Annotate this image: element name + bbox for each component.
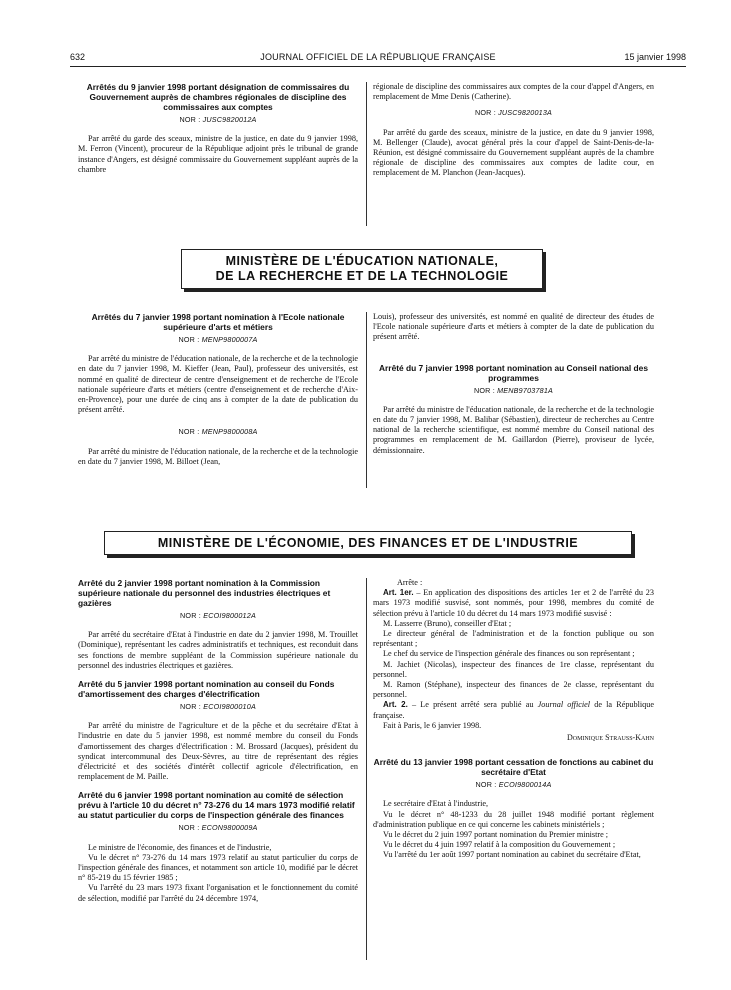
article-title: Arrêté du 7 janvier 1998 portant nomination au Conseil national des programmes (379, 362, 648, 383)
article-paragraph: régionale de discipline des commissaires aux comptes de la cour d'appel d'Angers, en remplacement de Mme Denis (Catherine). (373, 82, 654, 102)
arrete-label: Arrête : (397, 578, 423, 587)
article-paragraph: Vu le décret n° 48-1233 du 28 juillet 1948 modifié portant règlement d'administration publique en ce qui concerne les cabinets ministériels ; (373, 809, 654, 829)
nor-reference: NOR : ECOI9800014A (475, 780, 552, 790)
article-title: Arrêtés du 9 janvier 1998 portant désignation de commissaires du Gouvernement auprès de chambres régionales de discipline des commissaires aux comptes (86, 82, 350, 112)
section1-right-column (373, 82, 654, 179)
article-paragraph: Par arrêté du ministre de l'éducation nationale, de la recherche et de la technologie en date du 7 janvier 1998, M. Balibar (Sébastien), directeur de recherches au Centre national de la recherche scientifique, est nommé membre du Conseil national des programmes en remplacement de M. Gaillardon (Pierre), proviseur de lycée, démissionnaire. (373, 404, 654, 455)
article-paragraph: Vu le décret n° 73-276 du 14 mars 1973 relatif au statut particulier du corps de l'inspection générale des finances, et notamment son article 10, modifié par le décret n° 85-219 du 15 février 1985 ; (78, 852, 358, 883)
journal-title: JOURNAL OFFICIEL DE LA RÉPUBLIQUE FRANÇAISE (260, 52, 496, 62)
nor-reference: NOR : MENP9800008A (178, 427, 258, 437)
article-title: Arrêté du 5 janvier 1998 portant nomination au conseil du Fonds d'amortissement des charges d'électrification (78, 679, 335, 700)
article-paragraph: Vu l'arrêté du 1er août 1997 portant nomination au cabinet du secrétaire d'Etat, (383, 850, 641, 860)
article-paragraph: Le secrétaire d'Etat à l'industrie, (383, 799, 489, 809)
box-shadow (107, 555, 635, 558)
member-item: Le directeur général de l'administration et de la fonction publique ou son représentant ; (373, 629, 654, 649)
nor-reference: NOR : JUSC9820013A (474, 108, 553, 118)
article-paragraph: Par arrêté du ministre de l'éducation nationale, de la recherche et de la technologie en date du 7 janvier 1998, M. Kieffer (Jean, Paul), professeur des universités, est nommé en qualité de directeur de centre d'enseignement et de recherche de l'Ecole nationale supérieure d'arts et métiers (centre d'enseignement et de recherche d'Aix-en-Provence), pour une durée de cinq ans à compter de la date de publication du présent arrêté. (78, 354, 358, 415)
box-shadow (543, 252, 546, 292)
section2-right-column (373, 312, 654, 456)
section2-left-column (78, 312, 358, 467)
article-2: Art. 2. – Le présent arrêté sera publié au Journal officiel de la République française. (373, 700, 654, 720)
page-header (70, 52, 686, 66)
nor-reference: NOR : ECOI9800012A (180, 611, 256, 620)
column-divider (366, 82, 367, 226)
nor-reference: NOR : MENB9703781A (473, 385, 554, 395)
member-item: M. Lasserre (Bruno), conseiller d'Etat ; (383, 618, 512, 628)
member-item: M. Jachiet (Nicolas), inspecteur des finances de 1re classe, représentant du personnel. (373, 659, 654, 679)
ministry-heading-economy: MINISTÈRE DE L'ÉCONOMIE, DES FINANCES ET DE L'INDUSTRIE (104, 531, 632, 555)
article-paragraph: Par arrêté du ministre de l'éducation nationale, de la recherche et de la technologie en date du 7 janvier 1998, M. Billoet (Jean, (78, 446, 358, 466)
fait-a-paris: Fait à Paris, le 6 janvier 1998. (383, 720, 482, 730)
header-rule (70, 66, 686, 67)
section3-right-column (373, 578, 654, 861)
column-divider (366, 312, 367, 488)
article-paragraph: Vu le décret du 2 juin 1997 portant nomination du Premier ministre ; (383, 830, 609, 840)
signature: Dominique Strauss-Kahn (566, 733, 654, 743)
article-paragraph: Par arrêté du garde des sceaux, ministre de la justice, en date du 9 janvier 1998, M. Ferron (Vincent), procureur de la République adjoint près le tribunal de grande instance d'Angers, est désigné commissaire du Gouvernement suppléant auprès de la chambre (78, 134, 358, 174)
article-paragraph: Par arrêté du ministre de l'agriculture et de la pêche et du secrétaire d'Etat à l'industrie en date du 5 janvier 1998, est nommé membre du conseil du Fonds d'amortissement des charges d'électrification : M. Brossard (Jacques), président du syndicat intercommunal des Deux-Sèvres, au titre de représentant des régies d'électricité et des sociétés d'intérêt collectif agricole d'électrification, en remplacement de M. Paille. (78, 721, 358, 782)
nor-reference: NOR : ECON9800009A (178, 823, 258, 833)
article-title: Arrêté du 6 janvier 1998 portant nomination au comité de sélection prévu à l'article 10 du décret n° 73-276 du 14 mars 1973 modifié relatif au statut particulier du corps de l'inspection générale des finances (78, 790, 355, 821)
article-paragraph: Vu le décret du 4 juin 1997 relatif à la composition du Gouvernement ; (383, 840, 616, 850)
page-number: 632 (70, 52, 86, 62)
member-item: Le chef du service de l'inspection générale des finances ou son représentant ; (383, 649, 635, 659)
article-paragraph: Louis), professeur des universités, est nommé en qualité de directeur des études de l'Ecole nationale supérieure d'arts et métiers à compter de la date de publication du présent arrêté. (373, 312, 654, 342)
member-item: M. Ramon (Stéphane), inspecteur des finances de 2e classe, représentant du personnel. (373, 680, 654, 700)
nor-reference: NOR : MENP9800007A (178, 335, 258, 344)
nor-reference: NOR : JUSC9820012A (179, 115, 257, 124)
section3-left-column (78, 578, 358, 904)
article-1: Art. 1er. – En application des dispositions des articles 1er et 2 de l'arrêté du 23 mars 1973 modifié susvisé, sont nommés, pour 1998, membres du comité de sélection prévu à l'article 10 du décret du 14 mars 1973 modifié susvisé : (373, 588, 654, 618)
article-paragraph: Vu l'arrêté du 23 mars 1973 fixant l'organisation et le fonctionnement du comité de sélection, modifié par l'arrêté du 24 décembre 1974, (78, 883, 358, 903)
article-paragraph: Par arrêté du garde des sceaux, ministre de la justice, en date du 9 janvier 1998, M. Bellenger (Claude), avocat général près la cour d'appel de Saint-Denis-de-la-Réunion, est désigné commissaire du Gouvernement suppléant auprès de la chambre régionale de discipline des commissaires aux comptes de ladite cour, en remplacement de M. Planchon (Jean-Jacques). (373, 127, 654, 178)
ministry-heading-education: MINISTÈRE DE L'ÉDUCATION NATIONALE, DE LA RECHERCHE ET DE LA TECHNOLOGIE (181, 249, 543, 289)
column-divider (366, 578, 367, 960)
article-title: Arrêtés du 7 janvier 1998 portant nomination à l'Ecole nationale supérieure d'arts et métiers (91, 312, 345, 332)
box-shadow (184, 289, 546, 292)
article-title: Arrêté du 13 janvier 1998 portant cessation de fonctions au cabinet du secrétaire d'Etat (373, 757, 654, 778)
article-paragraph: Par arrêté du secrétaire d'Etat à l'industrie en date du 2 janvier 1998, M. Trouillet (Dominique), représentant les cadres administratifs et techniques, est reconduit dans ses fonctions de membre suppléant de la Commission supérieure nationale du personnel des industries électriques et gazières. (78, 630, 358, 670)
article-title: Arrêté du 2 janvier 1998 portant nomination à la Commission supérieure nationale du personnel des industries électriques et gazières (78, 578, 331, 608)
article-paragraph: Le ministre de l'économie, des finances et de l'industrie, (88, 842, 272, 852)
section1-left-column (78, 82, 358, 175)
nor-reference: NOR : ECOI9800010A (180, 702, 256, 712)
issue-date: 15 janvier 1998 (624, 52, 686, 62)
